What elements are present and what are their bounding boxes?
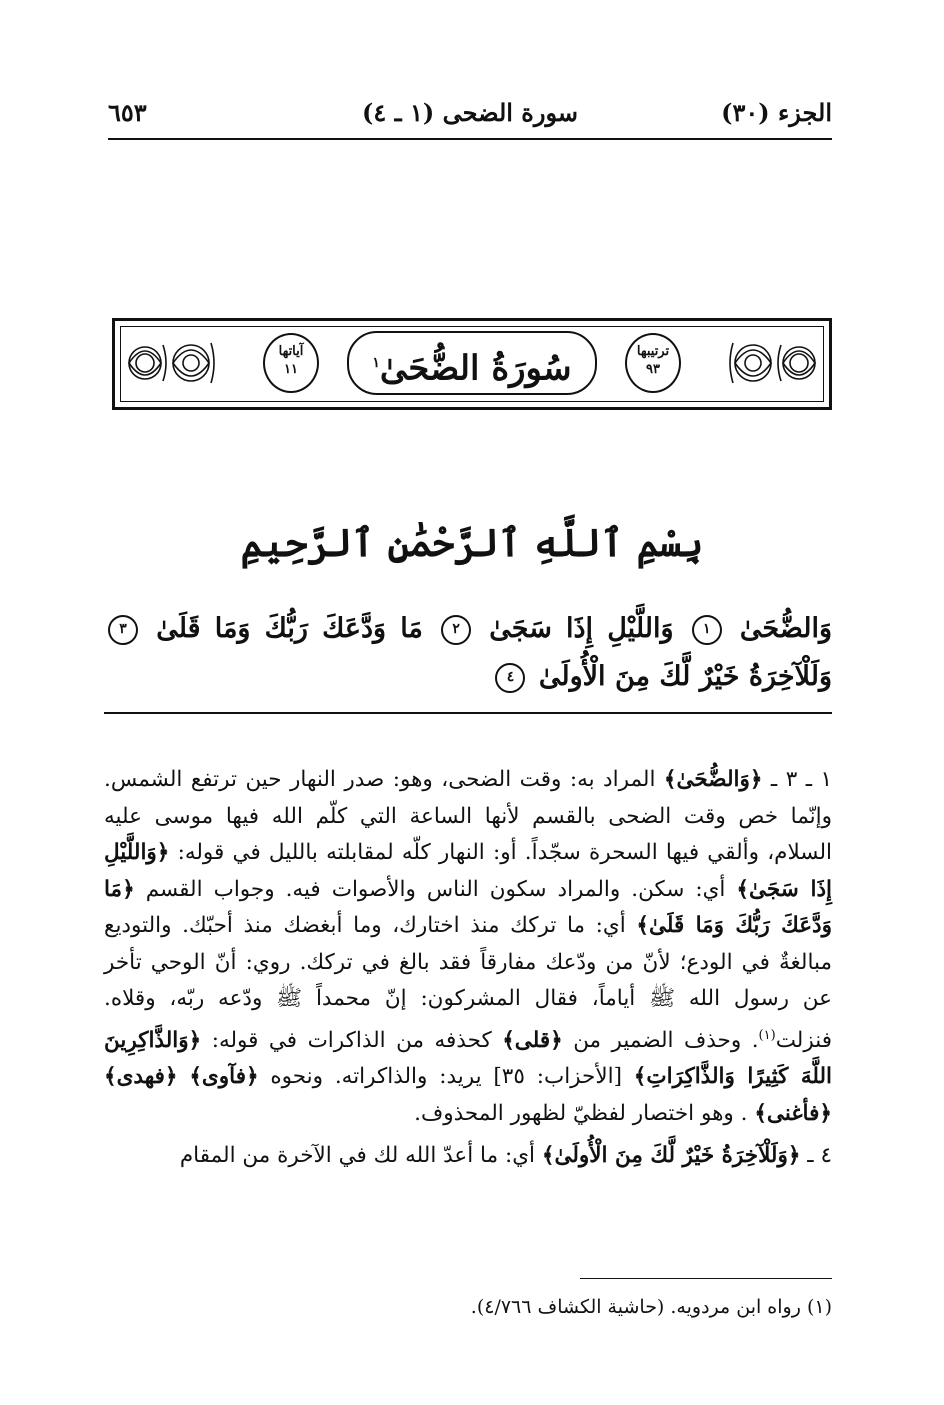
quoted-verse: ﴿فآوى﴾	[189, 1064, 259, 1090]
ayah-number-marker: ٢	[441, 615, 471, 645]
quran-verses	[104, 605, 832, 701]
footnote-rule	[580, 1278, 832, 1279]
commentary-paragraph	[104, 1138, 832, 1175]
commentary-text: كحذفه من الذاكرات في قوله:	[211, 1027, 492, 1053]
verse-range-label: ٤ ـ	[807, 1143, 832, 1169]
ayah-number-marker: ١	[692, 615, 722, 645]
ayat-label: آياتها	[278, 344, 304, 359]
commentary-paragraph	[104, 762, 832, 1132]
verse-text: وَاللَّيْلِ إِذَا سَجَىٰ	[489, 613, 674, 644]
footnote-text: رواه ابن مردويه. (حاشية الكشاف ٤/٧٦٦).	[470, 1296, 801, 1318]
juz-label: الجزء (٣٠)	[721, 98, 832, 127]
commentary-text: أي: سكن. والمراد سكون الناس والأصوات فيه. وجواب القسم	[145, 876, 726, 902]
order-number: ٩٣	[646, 362, 660, 377]
order-label: ترتيبها	[636, 344, 670, 359]
basmala: بِسْمِ ٱللَّهِ ٱلرَّحْمَٰنِ ٱلرَّحِيمِ	[240, 520, 704, 565]
running-header	[108, 92, 832, 136]
surah-title-cartouche	[347, 331, 597, 395]
commentary-text: أي: ما تركك منذ اختارك، وما أبغضك منذ أحبّك. والتوديع مبالغةٌ في الودع؛ لأنّ من ودّعك مفارقاً فقد بالغ في تركك. روي: أنّ الوحي تأخر عن رسول الله ﷺ أياماً، فقال المشركون: إنّ محمداً ﷺ ودّعه ربّه، وقلاه. فنزلت	[104, 913, 832, 1053]
footnote-reference[interactable]: (١)	[758, 1027, 776, 1043]
commentary-text: . وهو اختصار لفظيّ لظهور المحذوف.	[414, 1100, 748, 1126]
ayat-count: ١١	[284, 362, 298, 377]
quoted-verse: ﴿قلى﴾	[502, 1027, 563, 1053]
quoted-verse: ﴿وَالضُّحَىٰ﴾	[663, 767, 763, 792]
tafsir-commentary	[104, 762, 832, 1175]
surah-title-frame	[112, 318, 832, 410]
surah-title: سُورَةُ الضُّحَىٰ	[379, 348, 572, 389]
header-rule	[108, 138, 832, 140]
page-number: ٦٥٣	[108, 98, 147, 127]
footnote	[104, 1292, 832, 1322]
quoted-verse: ﴿فأغنى﴾	[754, 1100, 832, 1126]
quoted-verse: ﴿وَاللَّيْلِ إِذَا سَجَىٰ﴾	[104, 840, 832, 902]
arabesque-ornament-left-icon	[123, 335, 219, 391]
ayah-number-marker: ٤	[495, 663, 525, 693]
commentary-text: [الأحزاب: ٣٥] يريد: والذاكراته. ونحوه	[270, 1064, 622, 1090]
verse-text: وَالضُّحَىٰ	[739, 613, 833, 644]
verse-text: وَلَلْآخِرَةُ خَيْرٌ لَّكَ مِنَ الْأُولَىٰ	[538, 661, 832, 692]
verse-text: مَا وَدَّعَكَ رَبُّكَ وَمَا قَلَىٰ	[156, 613, 423, 644]
commentary-text: المراد به: وقت الضحى، وهو: صدر النهار حين ترتفع الشمس. وإنّما خص وقت الضحى بالقسم لأنها الساعة التي كلّم الله فيها موسى عليه السلام، وألقي فيها السحرة سجّداً. أو: النهار كلّه لمقابلته بالليل في قوله:	[104, 767, 832, 865]
surah-range-label: سورة الضحى (١ ـ ٤)	[362, 98, 578, 127]
arabesque-ornament-right-icon	[725, 335, 821, 391]
commentary-text: أي: ما أعدّ الله لك في الآخرة من المقام	[179, 1143, 535, 1169]
quoted-verse: ﴿فهدى﴾	[104, 1064, 178, 1090]
footnote-number: (١)	[806, 1296, 832, 1318]
quoted-verse: ﴿مَا وَدَّعَكَ رَبُّكَ وَمَا قَلَىٰ﴾	[104, 876, 832, 938]
ayah-number-marker: ٣	[108, 615, 138, 645]
commentary-text: . وحذف الضمير من	[573, 1027, 759, 1053]
verse-range-label: ١ ـ ٣ ـ	[770, 767, 833, 792]
surah-order-medallion	[625, 333, 681, 393]
title-superscript: ١	[372, 355, 380, 371]
quoted-verse: ﴿وَلَلْآخِرَةُ خَيْرٌ لَّكَ مِنَ الْأُولَىٰ﴾	[541, 1143, 801, 1169]
verses-separator-rule	[104, 712, 832, 714]
quoted-verse: ﴿وَالذَّاكِرِينَ اللَّهَ كَثِيرًا وَالذَّاكِرَاتِ﴾	[104, 1027, 833, 1090]
ayat-count-medallion	[263, 333, 319, 393]
